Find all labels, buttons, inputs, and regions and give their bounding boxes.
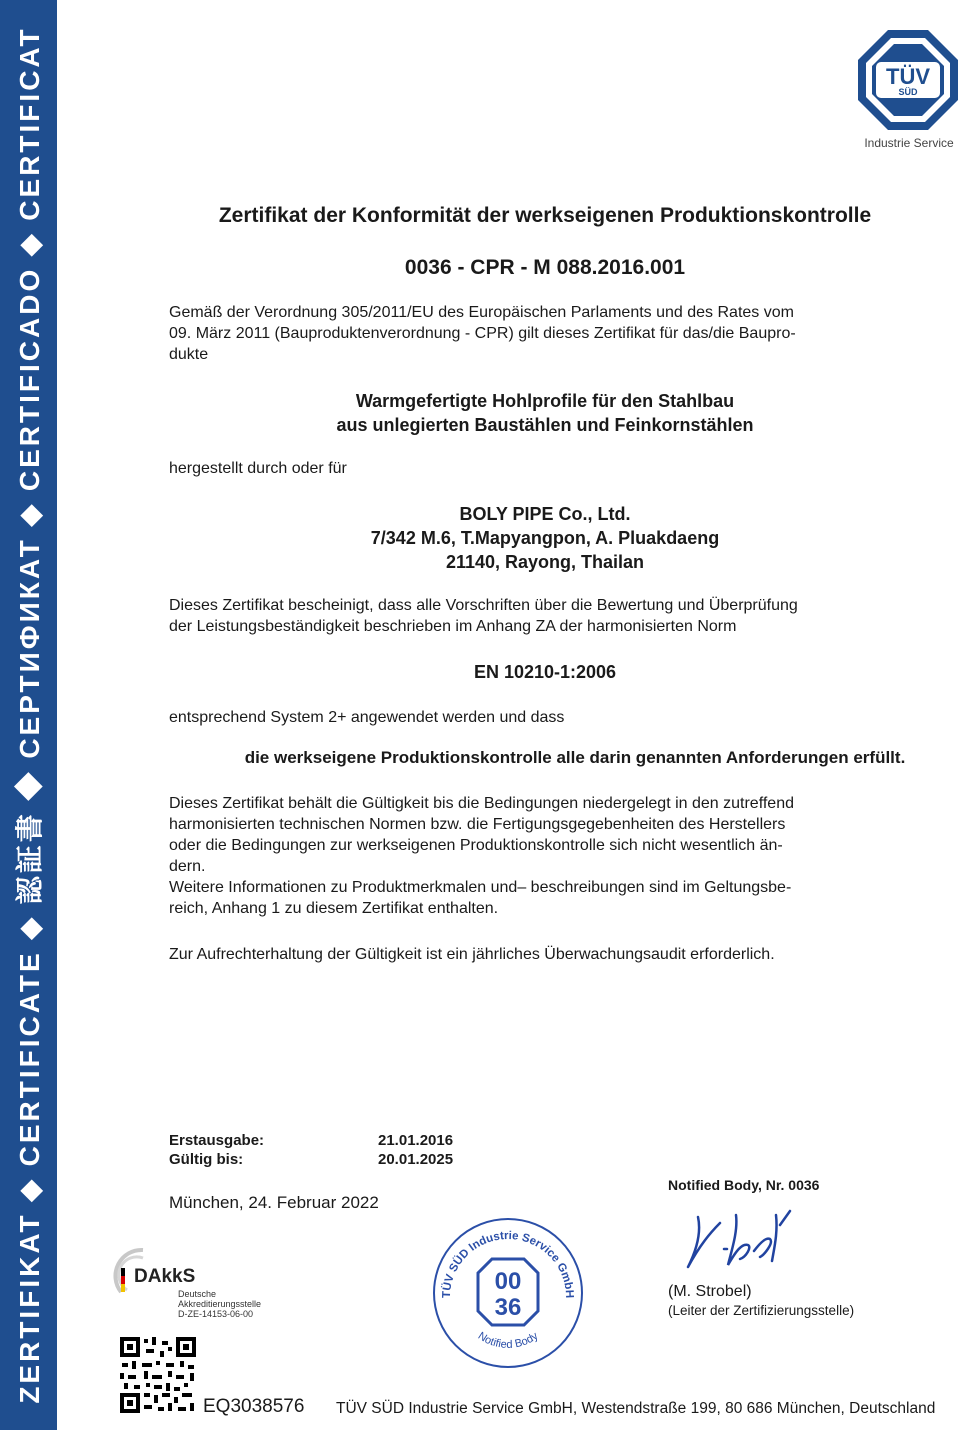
certifies-paragraph <box>169 595 925 637</box>
intro-paragraph <box>169 302 925 365</box>
validity-line: Dieses Zertifikat behält die Gültigkeit bis die Bedingungen niedergelegt in den zutreffend <box>169 795 794 812</box>
certifies-line: der Leistungsbeständigkeit beschrieben im Anhang ZA der harmonisierten Norm <box>169 618 737 635</box>
validity-line: harmonisierten technischen Normen bzw. die Fertigungsgegebenheiten des Herstellers <box>169 816 786 833</box>
sidebar-band <box>0 0 57 1430</box>
valid-until-label: Gültig bis: <box>169 1151 244 1168</box>
product-block <box>140 389 950 437</box>
place-and-date: München, 24. Februar 2022 <box>169 1193 379 1212</box>
stamp-arc-bottom: Notified Body <box>475 1330 541 1351</box>
validity-line: dern. <box>169 858 206 875</box>
product-line: Warmgefertigte Hohlprofile für den Stahlbau <box>355 391 735 411</box>
system-text: entsprechend System 2+ angewendet werden und dass <box>169 709 565 726</box>
dakks-line: D-ZE-14153-06-00 <box>178 1309 254 1319</box>
fulfilled-statement: die werkseigene Produktionskontrolle alle darin genannten Anforderungen erfüllt. <box>244 748 906 767</box>
certificate-number: 0036 - CPR - M 088.2016.001 <box>404 256 686 279</box>
harmonised-norm: EN 10210-1:2006 <box>473 662 617 682</box>
manufacturer-line: 7/342 M.6, T.Mapyangpon, A. Pluakdaeng <box>370 528 720 548</box>
logo-caption: Industrie Service <box>864 136 954 150</box>
notified-body-number: Notified Body, Nr. 0036 <box>668 1177 820 1193</box>
logo-bottom-text: SÜD <box>898 87 918 97</box>
first-issue-label: Erstausgabe: <box>169 1132 265 1149</box>
validity-line: Weitere Informationen zu Produktmerkmalen und– beschreibungen sind im Geltungsbe- <box>169 879 792 896</box>
intro-line: Gemäß der Verordnung 305/2011/EU des Europäischen Parlaments und des Rates vom <box>169 304 794 321</box>
qr-code-icon <box>118 1335 198 1415</box>
validity-line: reich, Anhang 1 zu diesem Zertifikat enthalten. <box>169 900 499 917</box>
first-issue-date: 21.01.2016 <box>378 1132 454 1149</box>
document-id: EQ3038576 <box>203 1396 305 1417</box>
logo-top-text: TÜV <box>886 64 930 89</box>
notified-body-stamp <box>428 1213 588 1373</box>
audit-text: Zur Aufrechterhaltung der Gültigkeit ist ein jährliches Überwachungsaudit erforderlich. <box>169 946 775 963</box>
signatory-name: (M. Strobel) <box>668 1283 752 1300</box>
dakks-text <box>178 1289 261 1319</box>
footer-address: TÜV SÜD Industrie Service GmbH, Westendstraße 199, 80 686 München, Deutschland <box>336 1400 936 1417</box>
dakks-line: Akkreditierungsstelle <box>178 1299 262 1309</box>
validity-line: oder die Bedingungen zur werkseigenen Produktionskontrolle sich nicht wesentlich än- <box>169 837 783 854</box>
manufacturer-line: 21140, Rayong, Thailan <box>445 552 645 572</box>
dakks-brand: DAkkS <box>134 1266 196 1287</box>
intro-line: dukte <box>169 346 209 363</box>
dakks-line: Deutsche <box>178 1289 217 1299</box>
manufacturer-block <box>140 502 950 574</box>
sidebar-certificate-text: ZERTIFIKAT ◆ CERTIFICATE ◆ 認証書 ◆ СЕРТИФИКАТ ◆ CERTIFICADO ◆ CERTIFICAT <box>14 26 45 1404</box>
stamp-number-bottom: 36 <box>494 1294 522 1321</box>
manufacturer-line: BOLY PIPE Co., Ltd. <box>459 504 631 524</box>
product-line: aus unlegierten Baustählen und Feinkornstählen <box>336 415 754 435</box>
signatory-role: (Leiter der Zertifizierungsstelle) <box>668 1303 855 1318</box>
stamp-arc-top: TÜV SÜD Industrie Service GmbH <box>440 1229 576 1299</box>
signature <box>680 1205 800 1275</box>
manufactured-label: hergestellt durch oder für <box>169 460 347 477</box>
stamp-number-top: 00 <box>494 1268 522 1295</box>
validity-paragraph <box>169 793 925 919</box>
intro-line: 09. März 2011 (Bauproduktenverordnung - CPR) gilt dieses Zertifikat für das/die Baupro- <box>169 325 796 342</box>
tuv-sud-logo <box>858 30 958 130</box>
valid-until-date: 20.01.2025 <box>378 1151 454 1168</box>
certificate-title: Zertifikat der Konformität der werkseigenen Produktionskontrolle <box>218 204 872 227</box>
certifies-line: Dieses Zertifikat bescheinigt, dass alle Vorschriften über die Bewertung und Überprüfung <box>169 597 798 614</box>
